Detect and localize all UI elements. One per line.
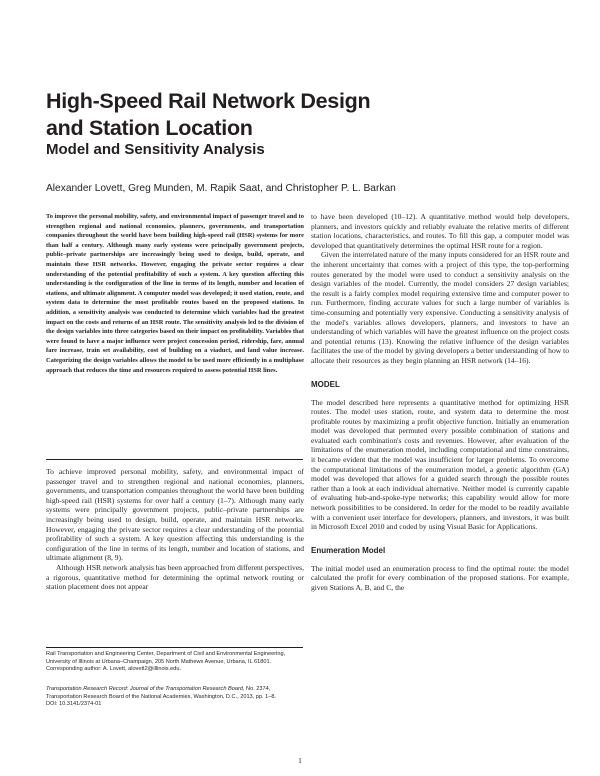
citation-doi: DOI: 10.3141/2374-01 bbox=[46, 701, 102, 708]
intro-paragraph-2: Although HSR network analysis has been approached from different perspectives, a rigorous, quantitative method for determining the optimal network routing or station placement does not appear bbox=[46, 562, 305, 592]
section-heading-model: MODEL bbox=[311, 379, 340, 389]
title-line-1: High-Speed Rail Network Design bbox=[46, 89, 371, 113]
abstract: To improve the personal mobility, safety, and environmental impact of passenger travel and to strengthen regional and national economies, planners, governments, and transportation companies throughout the world have been building high-speed rail (HSR) systems for more than half a century. Although many early systems were principally government projects, public–private partnerships are increasingly being used to design, build, operate, and maintain these HSR networks. However, engaging the private sector requires a clear understanding of the potential profitability of such a system. A key question affecting this understanding is the configuration of the line in terms of its length, number and location of stations, and ultimate alignment. A computer model was developed; it used station, route, and system data to determine the most profitable routes based on the proposed stations. In addition, a sensitivity analysis was conducted to determine which variables had the greatest impact on the costs and returns of an HSR route. The sensitivity analysis led to the division of the design variables into three categories based on their impact on profitability. Variables that were found to have a major influence were project concession period, ridership, fare, annual fare increase, train set availability, cost of building on a viaduct, and land value increase. Categorizing the design variables allows the model to be used more efficiently in a multiphase approach that reduces the time and resources required to assess potential HSR lines. bbox=[46, 213, 304, 374]
section-heading-enumeration: Enumeration Model bbox=[311, 545, 386, 555]
left-body-column bbox=[46, 467, 304, 592]
body-paragraph-1: to have been developed (10–12). A quantitative method would help developers, planners, and investors quickly and reliably evaluate the relative merits of different station locations, characteristics, and routes. To fill this gap, a computer model was developed that quantitatively determines the optimal HSR route for a region. bbox=[311, 212, 569, 250]
page-number: 1 bbox=[298, 756, 302, 765]
intro-paragraph-1: To achieve improved personal mobility, safety, and environmental impact of passenger travel and to strengthen regional and national economies, planners, governments, and transportation companies throughout the world have been building high-speed rail (HSR) systems for over half a century (1–7). Although many early systems were principally government projects, public–private partnerships are increasingly being used to design, build, operate, and maintain HSR networks. However, engaging the private sector requires a clear understanding of the potential profitability of such a system. A key question affecting this understanding is the configuration of the line in terms of its length, number and location of stations, and ultimate alignment (8, 9). bbox=[46, 467, 304, 563]
abstract-divider bbox=[46, 459, 303, 460]
footnote-divider bbox=[46, 647, 303, 648]
citation-note bbox=[46, 686, 303, 709]
body-paragraph-2: Given the interrelated nature of the many inputs considered for an HSR route and the inherent uncertainty that comes with a project of this type, the top-performing routes generated by the model were used to conduct a sensitivity analysis on the design variables of the model. Currently, the model considers 27 design variables; the result is a fairly complex model requiring extensive time and computer power to run. Furthermore, finding accurate values for such a large number of variables is time-consuming and potentially very expensive. Conducting a sensitivity analysis of the model's variables allows developers, planners, and investors to have an understanding of which variables will have the greatest influence on the project costs and potential returns (13). Knowing the relative influence of the design variables facilitates the use of the model by giving developers a better understanding of how to allocate their resources as they begin planning an HSR network (14–16). bbox=[311, 250, 569, 365]
body-paragraph-3: The model described here represents a quantitative method for optimizing HSR routes. The model uses station, route, and system data to determine the most profitable routes by maximizing a profit objective function. Initially an enumeration model was developed that permuted every possible combination of stations and evaluated each combination's costs and revenues. However, after evaluation of the limitations of the enumeration model, including computational and time constraints, it became evident that the model was insufficient for larger problems. To overcome the computational limitations of the enumeration model, a genetic algorithm (GA) model was developed that allows for a guided search through the possible routes rather than a look at each individual alternative. Neither model is currently capable of evaluating hub-and-spoke-type networks; this capability would allow for more network possibilities to be considered. In order for the model to be readily available with a convenient user interface for developers, planners, and investors, it was built in Microsoft Excel 2010 and coded by using Visual Basic for Applications. bbox=[311, 397, 569, 532]
title-line-2: and Station Location bbox=[46, 116, 253, 140]
affiliation-note: Rail Transportation and Engineering Center, Department of Civil and Environmental Engineering, University of Illinois at Urbana–Champaign, 205 North Mathews Avenue, Urbana, IL 61801. Corresponding author: A. Lovett, alovett2@illinois.edu. bbox=[46, 651, 286, 673]
right-body-column bbox=[311, 212, 569, 593]
paper-title bbox=[46, 88, 566, 142]
citation-details: No. 2374, Transportation Research Board of the National Academies, Washington, D.C., 2013, pp. 1–8. bbox=[46, 686, 276, 700]
author-list: Alexander Lovett, Greg Munden, M. Rapik Saat, and Christopher P. L. Barkan bbox=[46, 183, 396, 194]
paper-subtitle: Model and Sensitivity Analysis bbox=[46, 141, 265, 158]
citation-journal: Transportation Research Record: Journal of the Transportation Research Board, bbox=[46, 686, 245, 692]
body-paragraph-4: The initial model used an enumeration process to find the optimal route: the model calculated the profit for every combination of the proposed stations. For example, given Stations A, B, and C, the bbox=[311, 563, 569, 592]
